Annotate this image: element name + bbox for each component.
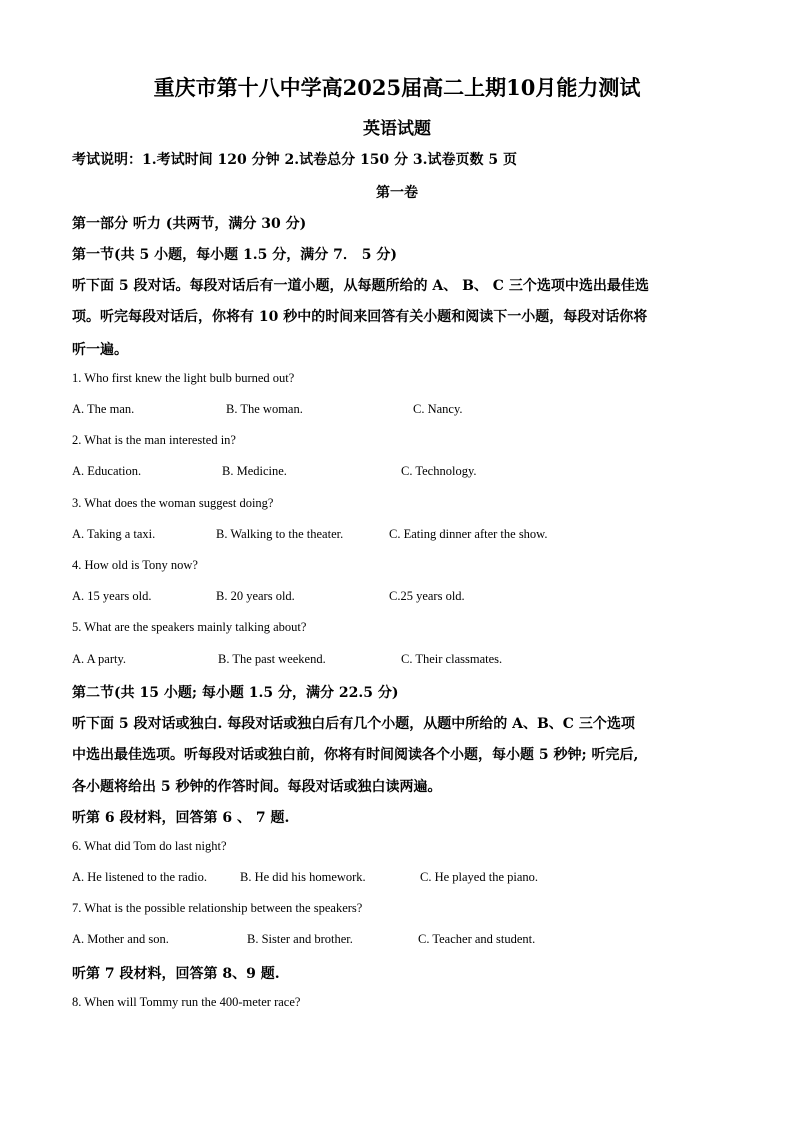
section1-instructions-line: 项。听完每段对话后，你将有 10 秒中的时间来回答有关小题和阅读下一小题，每段对话你将 — [72, 309, 648, 325]
option-c: C. Eating dinner after the show. — [389, 527, 548, 541]
page-title: 重庆市第十八中学高2025届高二上期10月能力测试 — [153, 75, 641, 100]
option-a: A. The man. — [72, 402, 135, 416]
option-c: C. Their classmates. — [401, 652, 503, 666]
option-b: B. The past weekend. — [218, 652, 326, 666]
option-a: A. He listened to the radio. — [72, 870, 208, 884]
volume-label: 第一卷 — [376, 185, 418, 201]
section2-instructions-line: 各小题将给出 5 秒钟的作答时间。每段对话或独白读两遍。 — [72, 779, 442, 795]
exam-note: 考试说明：1.考试时间 120 分钟 2.试卷总分 150 分 3.试卷页数 5 页 — [72, 152, 518, 168]
option-c: C. Technology. — [401, 464, 477, 478]
section1-instructions-line: 听下面 5 段对话。每段对话后有一道小题，从每题所给的 A、 B、 C 三个选项中选出最佳选 — [72, 278, 649, 294]
question-text: 6. What did Tom do last night? — [72, 839, 227, 853]
option-a: A. A party. — [72, 652, 127, 666]
question-text: 5. What are the speakers mainly talking about? — [72, 620, 307, 634]
part1-heading: 第一部分 听力 (共两节，满分 30 分) — [72, 216, 307, 232]
section2-heading: 第二节(共 15 小题; 每小题 1.5 分，满分 22.5 分) — [72, 685, 399, 701]
question-text: 4. How old is Tony now? — [72, 558, 198, 572]
option-a: A. Education. — [72, 464, 142, 478]
question-text: 7. What is the possible relationship between the speakers? — [72, 901, 363, 915]
option-b: B. He did his homework. — [240, 870, 366, 884]
option-c: C.25 years old. — [389, 589, 465, 603]
option-b: B. Sister and brother. — [247, 932, 353, 946]
option-a: A. Mother and son. — [72, 932, 169, 946]
page-subtitle: 英语试题 — [363, 119, 431, 139]
section1-instructions-line: 听一遍。 — [72, 342, 128, 358]
material-6-heading: 听第 6 段材料，回答第 6 、 7 题. — [72, 810, 290, 826]
option-b: B. Walking to the theater. — [216, 527, 344, 541]
question-text: 3. What does the woman suggest doing? — [72, 496, 274, 510]
option-b: B. 20 years old. — [216, 589, 295, 603]
option-c: C. Nancy. — [413, 402, 463, 416]
option-c: C. Teacher and student. — [418, 932, 536, 946]
question-text: 2. What is the man interested in? — [72, 433, 236, 447]
option-a: A. 15 years old. — [72, 589, 152, 603]
section1-heading: 第一节(共 5 小题，每小题 1.5 分，满分 7． 5 分) — [72, 247, 397, 263]
option-c: C. He played the piano. — [420, 870, 539, 884]
question-text: 8. When will Tommy run the 400-meter race? — [72, 995, 301, 1009]
question-text: 1. Who first knew the light bulb burned out? — [72, 371, 295, 385]
material-7-heading: 听第 7 段材料，回答第 8、9 题. — [72, 966, 280, 982]
option-b: B. The woman. — [226, 402, 303, 416]
section2-instructions-line: 中选出最佳选项。听每段对话或独白前，你将有时间阅读各个小题，每小题 5 秒钟; 听完后, — [72, 747, 639, 763]
option-b: B. Medicine. — [222, 464, 287, 478]
section2-instructions-line: 听下面 5 段对话或独白. 每段对话或独白后有几个小题，从题中所给的 A、B、C 三个选项 — [72, 716, 635, 732]
option-a: A. Taking a taxi. — [72, 527, 156, 541]
